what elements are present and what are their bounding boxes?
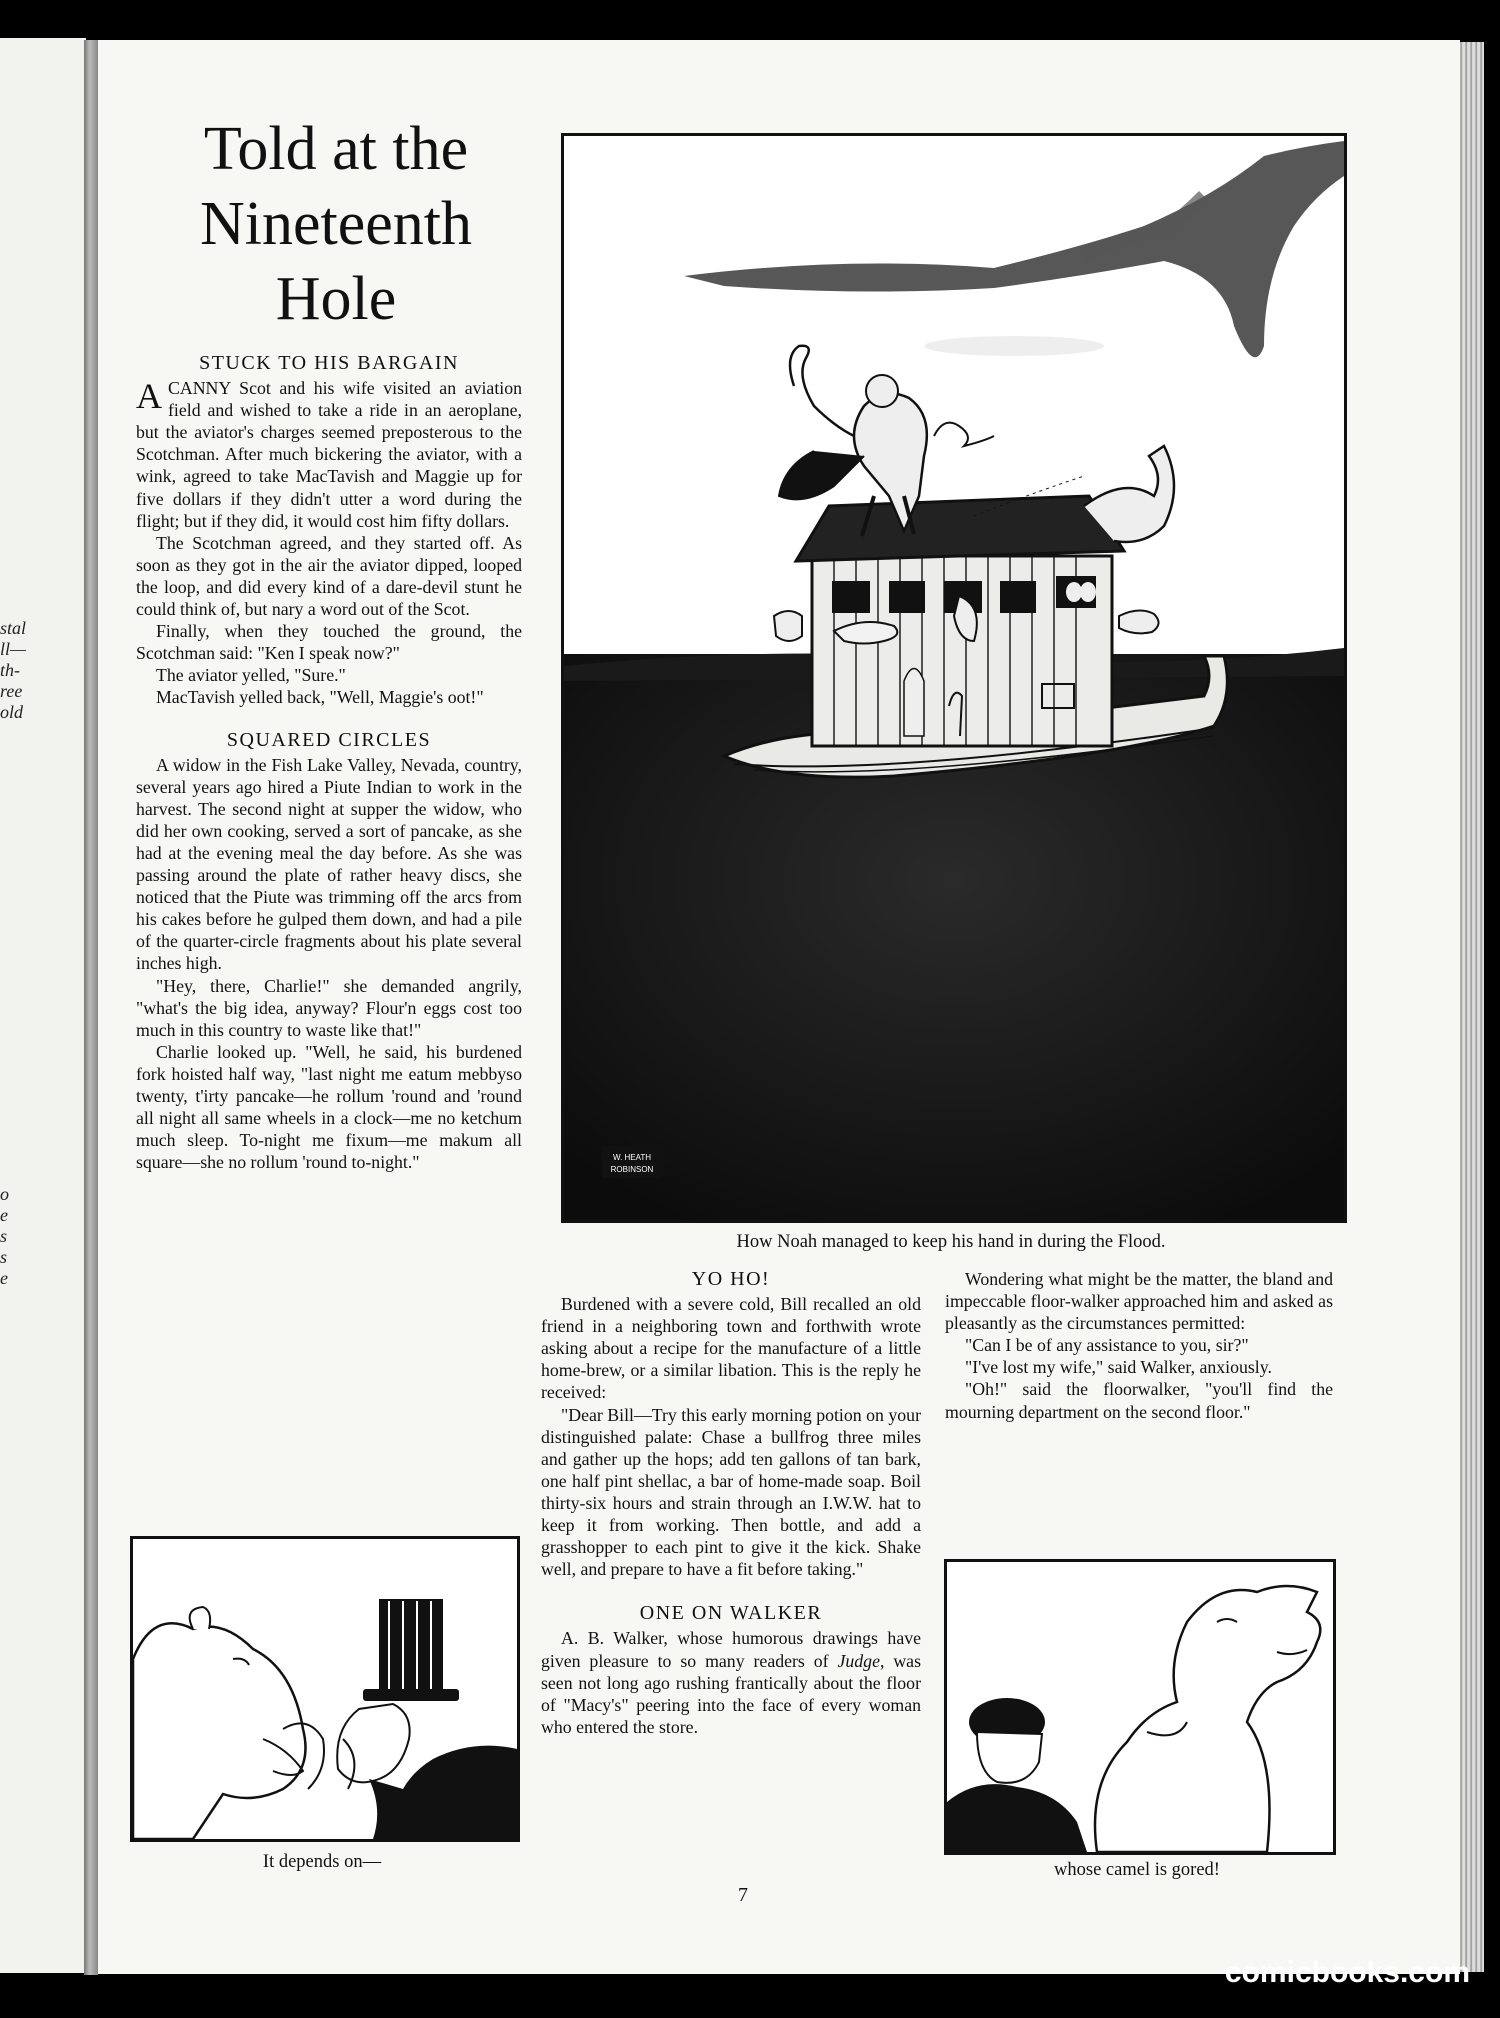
story-paragraph: A widow in the Fish Lake Valley, Nevada, country, several years ago hired a Piute Indian to work in the harvest. The second night at supper the widow, who did her own cooking, served a sort of pancake, as she had at the evening meal the day before. As she was passing around the plate of rather heavy discs, she noticed that the Piute was trimming off the arcs from his cakes before he gulped them down, and had a pile of the quarter-circle fragments about his plate several inches high. (136, 754, 522, 974)
cartoon-caption: whose camel is gored! (1054, 1860, 1220, 1880)
story-paragraph: Burdened with a severe cold, Bill recalled an old friend in a neighboring town and forthwith wrote asking about a recipe for the manufacture of a little home-brew, or a similar libation. This is the reply he received: (541, 1294, 921, 1403)
left-column (136, 352, 522, 1173)
artist-signature: ROBINSON (610, 1165, 654, 1174)
drop-cap: A (136, 376, 162, 417)
story-heading: STUCK TO HIS BARGAIN (199, 352, 459, 374)
camel-cartoon-drawing (947, 1562, 1333, 1852)
book-spine (84, 40, 98, 1975)
story-paragraph: Wondering what might be the matter, the bland and impeccable floor-walker approached him and asked as pleasantly as the circumstances permitted: (945, 1269, 1333, 1334)
prev-page-fragment: s (0, 1247, 8, 1267)
prev-page-fragment: old (0, 702, 24, 722)
page-stack-edge (1458, 42, 1484, 1972)
prev-page-fragment: th- (0, 660, 20, 680)
camel-cartoon-left (130, 1536, 520, 1842)
prev-page-fragment: ll— (0, 639, 27, 659)
story-paragraph (541, 1627, 921, 1737)
previous-page-edge (0, 38, 86, 1973)
artist-signature: W. HEATH (612, 1153, 652, 1162)
camel-cartoon-right (944, 1559, 1336, 1855)
noah-ark-illustration (561, 133, 1347, 1223)
paragraph-text: A. B. Walker, whose humorous drawings have given pleasure to so many readers of (541, 1628, 921, 1671)
magazine-page (98, 40, 1460, 1974)
page-title: Told at the Nineteenth Hole (199, 115, 472, 333)
story-paragraph: "Dear Bill—Try this early morning potion on your distinguished palate: Chase a bullfrog three miles and gather up the hops; add ten gallons of tan bark, one half pint shellac, a bar of home-made soap. Boil thirty-six hours and strain through an I.W.W. hat to keep it from working. Then bottle, and add a grasshopper to each pint to give it the kick. Shake well, and prepare to have a fit before taking." (541, 1404, 921, 1580)
prev-page-fragment: e (0, 1268, 8, 1288)
illustration-caption: How Noah managed to keep his hand in during the Flood. (736, 1232, 1166, 1252)
story-paragraph: Finally, when they touched the ground, the Scotchman said: "Ken I speak now?" (136, 621, 522, 664)
story-heading: SQUARED CIRCLES (226, 728, 432, 751)
story-heading: YO HO! (691, 1268, 771, 1290)
story-paragraph: "Can I be of any assistance to you, sir?" (965, 1335, 1249, 1356)
story-paragraph: MacTavish yelled back, "Well, Maggie's oot!" (156, 687, 484, 708)
prev-page-fragment: stal (0, 618, 27, 638)
story-heading: ONE ON WALKER (639, 1602, 823, 1625)
story-paragraph: The aviator yelled, "Sure." (156, 665, 346, 686)
middle-column (541, 1268, 921, 1738)
ark-drawing (564, 136, 1344, 1220)
story-paragraph: The Scotchman agreed, and they started off. As soon as they got in the air the aviator dipped, looped the loop, and did every kind of a dare-devil stunt he could think of, but nary a word out of the Scot. (136, 532, 522, 620)
paragraph-text: CANNY Scot and his wife visited an aviation field and wished to take a ride in an aeroplane, but the aviator's charges seemed preposterous to the Scotchman. After much bickering the aviator, with a wink, agreed to take MacTavish and Maggie up for five dollars if they didn't utter a word during the flight; but if they did, it would cost him fifty dollars. (136, 378, 522, 531)
right-column (945, 1268, 1333, 1423)
page-number: 7 (738, 1884, 748, 1906)
cartoon-caption: It depends on— (262, 1852, 382, 1872)
story-paragraph: "Hey, there, Charlie!" she demanded angrily, "what's the big idea, anyway? Flour'n eggs cost too much in this country to waste like that!" (136, 975, 522, 1040)
story-paragraph (136, 377, 522, 532)
prev-page-fragment: s (0, 1226, 8, 1246)
story-paragraph: "Oh!" said the floorwalker, "you'll find the mourning department on the second floor." (945, 1379, 1333, 1422)
prev-page-fragment: e (0, 1205, 8, 1225)
site-watermark: comicbooks.com (1224, 1956, 1470, 1989)
paragraph-text: , was seen not long ago rushing frantically about the floor of "Macy's" peering into the face of every woman who entered the store. (541, 1650, 921, 1737)
magazine-name: Judge (837, 1650, 880, 1671)
camel-cartoon-drawing (133, 1539, 517, 1839)
story-paragraph: "I've lost my wife," said Walker, anxiously. (965, 1357, 1272, 1378)
prev-page-fragment: ree (0, 681, 23, 701)
story-paragraph: Charlie looked up. "Well, he said, his burdened fork hoisted half way, "last night me eatum mebbyso twenty, t'irty pancake—he rollum 'round and 'round all night all same wheels in a clock—me no ketchum much sleep. To-night me fixum—me makum all square—she no rollum 'round to-night." (136, 1041, 522, 1173)
prev-page-fragment: o (0, 1184, 9, 1204)
